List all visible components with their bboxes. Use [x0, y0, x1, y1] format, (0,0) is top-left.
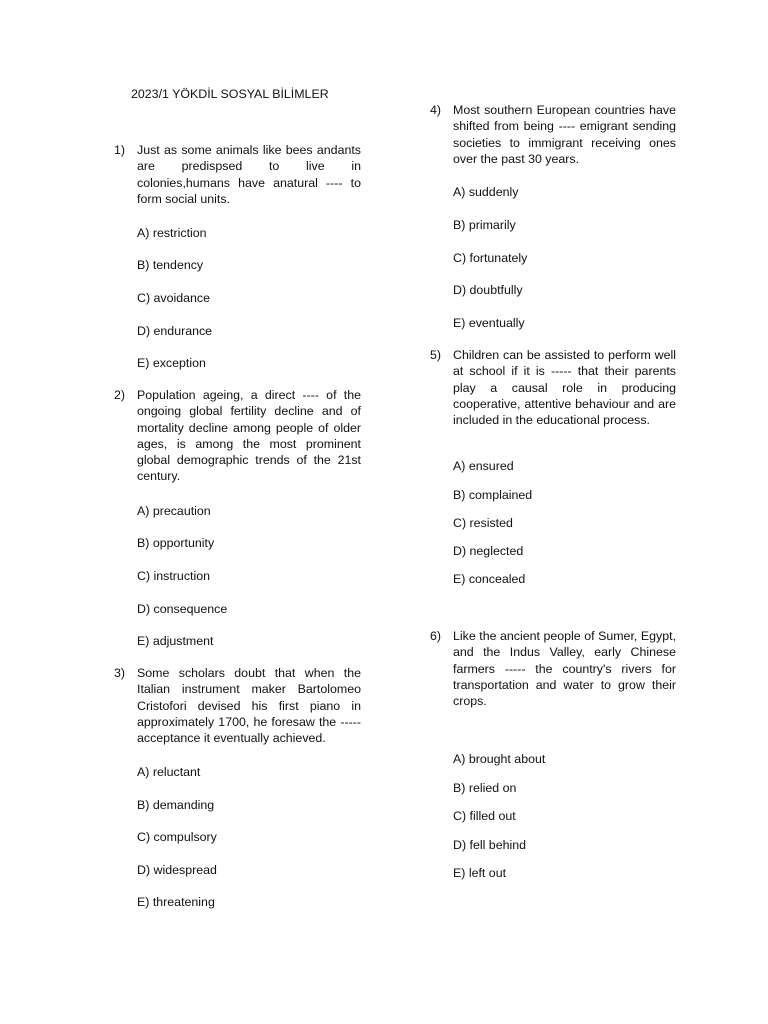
- question-number: 6): [430, 629, 442, 643]
- option-b: B) relied on: [453, 781, 517, 795]
- question-number: 4): [430, 103, 442, 117]
- option-a: A) restriction: [137, 226, 207, 240]
- option-a: A) suddenly: [453, 185, 519, 199]
- question-text: Like the ancient people of Sumer, Egypt, and the Indus Valley, early Chinese farmers ----- the country's rivers for transportation and water to grow their crops.: [453, 629, 676, 709]
- page-title: 2023/1 YÖKDİL SOSYAL BİLİMLER: [131, 87, 329, 101]
- option-c: C) compulsory: [137, 830, 217, 844]
- option-d: D) endurance: [137, 324, 213, 338]
- question-number: 2): [114, 388, 126, 402]
- option-a: A) ensured: [453, 459, 514, 473]
- question-text: Children can be assisted to perform well at school if it is ----- that their parents play a causal role in producing cooperative, attentive behaviour and are included in the educational process.: [453, 348, 676, 428]
- option-e: E) exception: [137, 356, 206, 370]
- option-e: E) adjustment: [137, 634, 214, 648]
- option-b: B) demanding: [137, 798, 215, 812]
- option-b: B) primarily: [453, 218, 516, 232]
- question-number: 5): [430, 348, 442, 362]
- question-number: 3): [114, 666, 126, 680]
- option-d: D) consequence: [137, 602, 228, 616]
- question-number: 1): [114, 143, 126, 157]
- option-e: E) eventually: [453, 316, 525, 330]
- option-b: B) complained: [453, 488, 533, 502]
- question-text: Most southern European countries have shifted from being ---- emigrant sending societies to immigrant receiving ones over the past 30 years.: [453, 103, 676, 166]
- option-c: C) resisted: [453, 516, 513, 530]
- option-e: E) left out: [453, 866, 507, 880]
- question-text: Some scholars doubt that when the Italian instrument maker Bartolomeo Cristofori devised his first piano in approximately 1700, he foresaw the ----- acceptance it eventually achieved.: [137, 666, 361, 746]
- option-b: B) tendency: [137, 258, 204, 272]
- option-c: C) fortunately: [453, 251, 528, 265]
- option-a: A) brought about: [453, 752, 546, 766]
- option-a: A) precaution: [137, 504, 211, 518]
- option-e: E) threatening: [137, 895, 215, 909]
- option-d: D) neglected: [453, 544, 524, 558]
- option-d: D) fell behind: [453, 838, 527, 852]
- option-c: C) avoidance: [137, 291, 211, 305]
- option-e: E) concealed: [453, 572, 526, 586]
- option-a: A) reluctant: [137, 765, 201, 779]
- option-d: D) widespread: [137, 863, 217, 877]
- option-c: C) instruction: [137, 569, 210, 583]
- question-text: Population ageing, a direct ---- of the ongoing global fertility decline and of mortality decline among people of older ages, is among the most prominent global demographic trends of the 21st century.: [137, 388, 361, 484]
- option-d: D) doubtfully: [453, 283, 523, 297]
- option-b: B) opportunity: [137, 536, 215, 550]
- question-text: Just as some animals like bees andants are predispsed to live in colonies,humans have anatural ---- to form social units.: [137, 143, 361, 206]
- option-c: C) filled out: [453, 809, 516, 823]
